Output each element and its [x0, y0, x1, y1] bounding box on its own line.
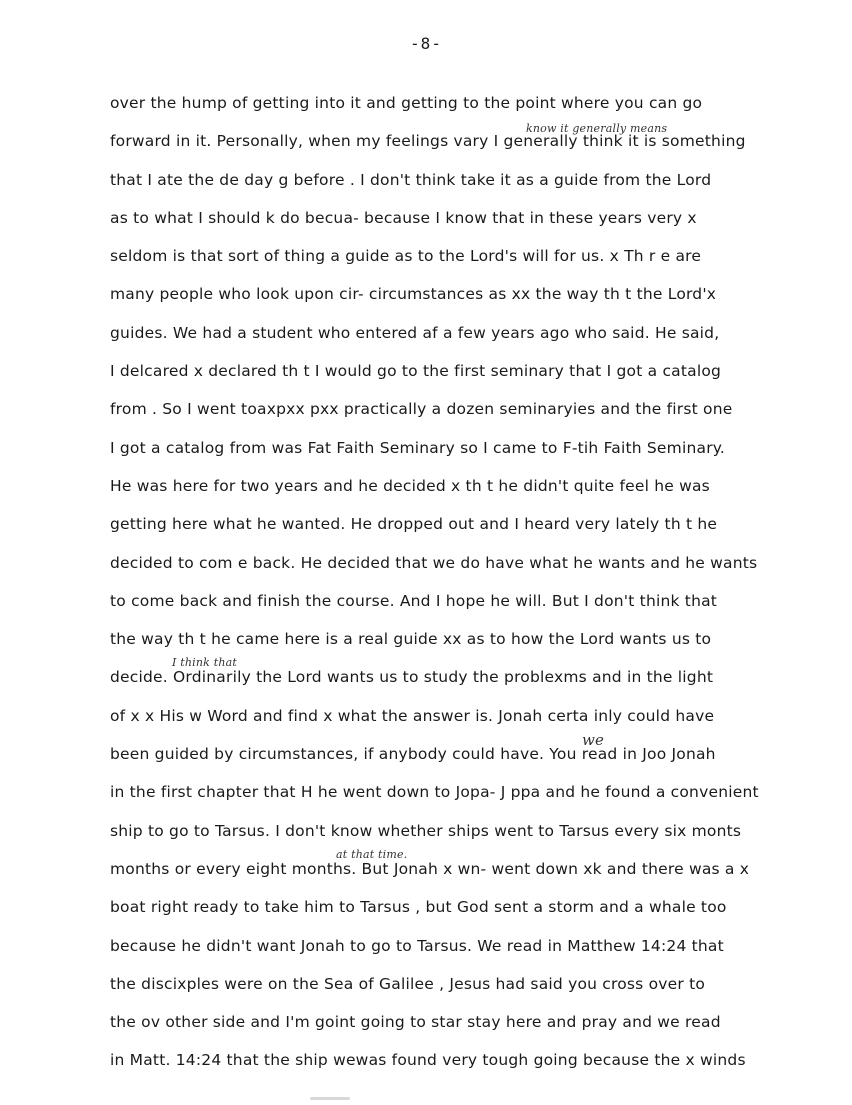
- text-line: many people who look upon cir- circumstances as xx the way th t the Lord'x: [110, 285, 717, 304]
- text-line: boat right ready to take him to Tarsus , but God sent a storm and a whale too: [110, 898, 727, 917]
- text-line: getting here what he wanted. He dropped out and I heard very lately th t he: [110, 515, 718, 534]
- text-line: because he didn't want Jonah to go to Tarsus. We read in Matthew 14:24 that: [110, 936, 724, 955]
- text-line: I think that decide. Ordinarily the Lord wants us to study the problexms and in the light: [110, 664, 810, 702]
- text-line: I delcared x declared th t I would go to the first seminary that I got a catalog: [110, 362, 722, 381]
- text-line: in the first chapter that H he went down to Jopa- J ppa and he found a convenient: [110, 783, 759, 802]
- text-line: we been guided by circumstances, if anybody could have. You read in Joo Jonah: [110, 741, 810, 779]
- text-line: to come back and finish the course. And I hope he will. But I don't think that: [110, 591, 718, 610]
- text-line: the ov other side and I'm goint going to star stay here and pray and we read: [110, 1013, 721, 1032]
- text-line: the way th t he came here is a real guide xx as to how the Lord wants us to: [110, 630, 712, 649]
- scan-artifact: [310, 1097, 350, 1100]
- text-line: of x x His w Word and find x what the answer is. Jonah certa inly could have: [110, 706, 715, 725]
- handwritten-insertion: at that time.: [336, 847, 408, 861]
- text-line: as to what I should k do becua- because I know that in these years very x: [110, 208, 697, 227]
- text-line: over the hump of getting into it and getting to the point where you can go: [110, 94, 703, 112]
- text-line: ship to go to Tarsus. I don't know whether ships went to Tarsus every six monts: [110, 821, 742, 840]
- text-line: seldom is that sort of thing a guide as to the Lord's will for us. x Th r e are: [110, 247, 702, 266]
- text-line: know it generally means forward in it. Personally, when my feelings vary I generally think it is something: [110, 128, 810, 166]
- page-number: -8-: [410, 34, 442, 53]
- text-line: that I ate the de day g before . I don't think take it as a guide from the Lord: [110, 170, 712, 189]
- text-line: decided to com e back. He decided that we do have what he wants and he wants: [110, 553, 758, 572]
- text-line: in Matt. 14:24 that the ship wewas found very tough going because the x winds: [110, 1051, 746, 1070]
- handwritten-insertion: I think that: [172, 656, 237, 670]
- text-line: the discixples were on the Sea of Galilee , Jesus had said you cross over to: [110, 974, 706, 993]
- handwritten-insertion: know it generally means: [526, 122, 668, 136]
- document-body: [110, 90, 810, 1086]
- text-line: from . So I went toaxpxx pxx practically a dozen seminaryies and the first one: [110, 400, 733, 419]
- text-line: guides. We had a student who entered af a few years ago who said. He said,: [110, 323, 720, 342]
- text-line: at that time. months or every eight months. But Jonah x wn- went down xk and there was a x: [110, 856, 810, 894]
- text-line: I got a catalog from was Fat Faith Seminary so I came to F-tih Faith Seminary.: [110, 438, 726, 457]
- text-line: He was here for two years and he decided x th t he didn't quite feel he was: [110, 476, 710, 495]
- handwritten-insertion: we: [582, 731, 605, 750]
